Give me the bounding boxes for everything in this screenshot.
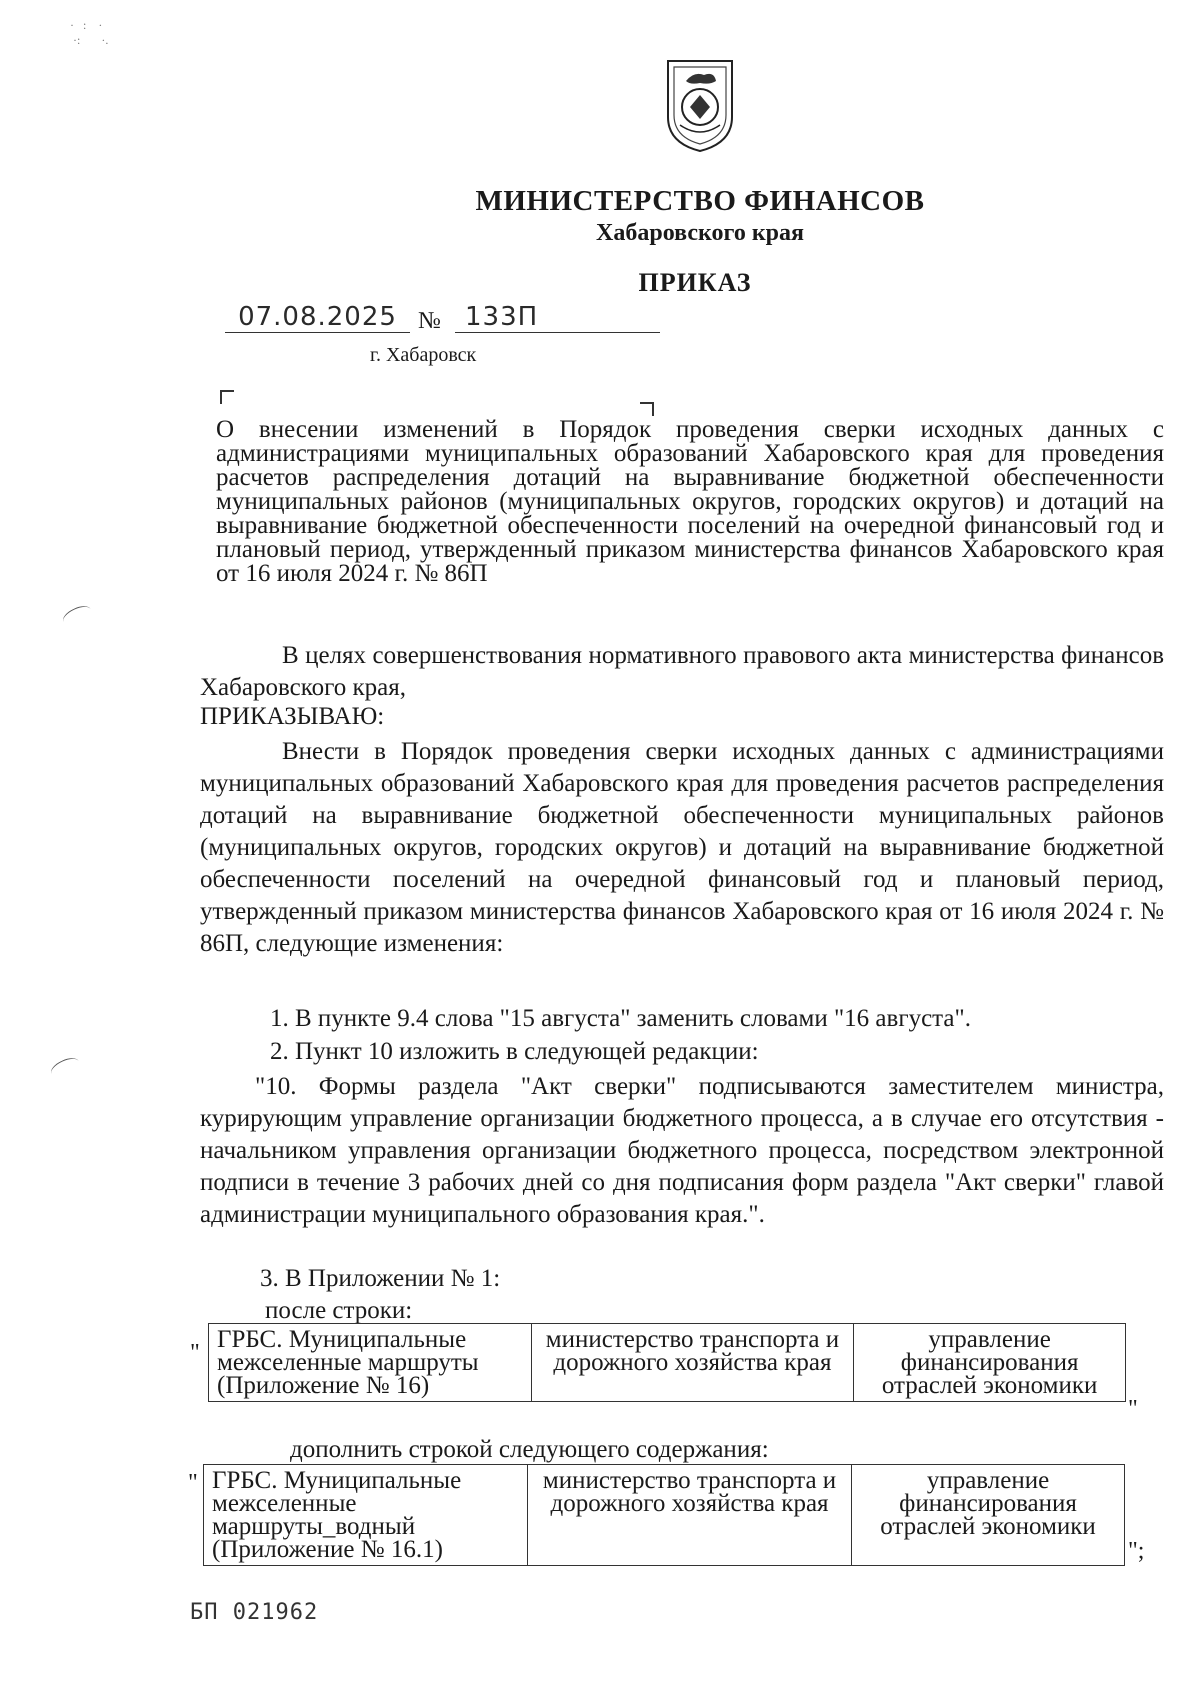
margin-mark <box>60 602 94 628</box>
subject-bracket-left <box>220 390 234 404</box>
item-3: 3. В Приложении № 1: <box>260 1265 501 1292</box>
margin-mark <box>48 1054 82 1080</box>
table-existing-row <box>208 1323 1126 1402</box>
order-subject: О внесении изменений в Порядок проведения сверки исходных данных с администрациями муниципальных образований Хабаровского края для проведения расчетов распределения дотаций на выравнивание бюджетной обеспеченности муниципальных районов (муниципальных округов, городских округов) и дотаций на выравнивание бюджетной обеспеченности поселений на очередной финансовый год и плановый период, утвержденный приказом министерства финансов Хабаровского края от 16 июля 2024 г. № 86П <box>216 416 1164 587</box>
coat-of-arms-icon <box>660 55 740 155</box>
table-cell: ГРБС. Муниципальные межселенные маршруты_водный (Приложение № 16.1) <box>204 1465 528 1566</box>
table-cell: министерство транспорта и дорожного хозяйства края <box>531 1324 854 1402</box>
quote-close: "; <box>1128 1538 1145 1564</box>
quote-close: " <box>1128 1396 1138 1422</box>
item-1: 1. В пункте 9.4 слова "15 августа" заменить словами "16 августа". <box>270 1005 971 1032</box>
order-date: 07.08.2025 <box>225 302 410 333</box>
city: г. Хабаровск <box>370 344 477 366</box>
table-new-row <box>203 1464 1125 1566</box>
table-cell: управление финансирования отраслей экономики <box>852 1465 1125 1566</box>
document-type: ПРИКАЗ <box>638 268 752 297</box>
quote-open: " <box>190 1340 200 1366</box>
serial-number: БП 021962 <box>190 1600 319 1625</box>
quote-open: " <box>188 1470 198 1496</box>
preamble: В целях совершенствования нормативного правового акта министерства финансов Хабаровского края, <box>200 642 1164 701</box>
after-row-label: после строки: <box>265 1297 413 1324</box>
main-paragraph: Внести в Порядок проведения сверки исходных данных с администрациями муниципальных образований Хабаровского края для проведения расчетов распределения дотаций на выравнивание бюджетной обеспеченности муниципальных районов (муниципальных округов, городских округов) и дотаций на выравнивание бюджетной обеспеченности поселений на очередной финансовый год и плановый период, утвержденный приказом министерства финансов Хабаровского края от 16 июля 2024 г. № 86П, следующие изменения: <box>200 738 1164 957</box>
scan-specks: · : · ·: ·. <box>70 18 109 47</box>
table-cell: министерство транспорта и дорожного хозяйства края <box>528 1465 852 1566</box>
item-2: 2. Пункт 10 изложить в следующей редакции: <box>270 1038 759 1065</box>
table-row <box>204 1465 1125 1566</box>
item-2-text: "10. Формы раздела "Акт сверки" подписываются заместителем министра, курирующим управление организации бюджетного процесса, а в случае его отсутствия - начальником управления организации бюджетного процесса, посредством электронной подписи в течение 3 рабочих дней со дня подписания форм раздела "Акт сверки" главой администрации муниципального образования края.". <box>200 1073 1164 1228</box>
ministry-title: МИНИСТЕРСТВО ФИНАНСОВ <box>475 185 925 217</box>
table-row <box>209 1324 1126 1402</box>
order-number: 133П <box>455 302 660 333</box>
number-label: № <box>418 308 441 334</box>
subject-bracket-right <box>640 402 654 416</box>
region-subtitle: Хабаровского края <box>596 220 804 246</box>
fill-row-label: дополнить строкой следующего содержания: <box>290 1436 769 1463</box>
table-cell: управление финансирования отраслей экономики <box>854 1324 1126 1402</box>
order-word: ПРИКАЗЫВАЮ: <box>200 703 385 730</box>
table-cell: ГРБС. Муниципальные межселенные маршруты (Приложение № 16) <box>209 1324 532 1402</box>
